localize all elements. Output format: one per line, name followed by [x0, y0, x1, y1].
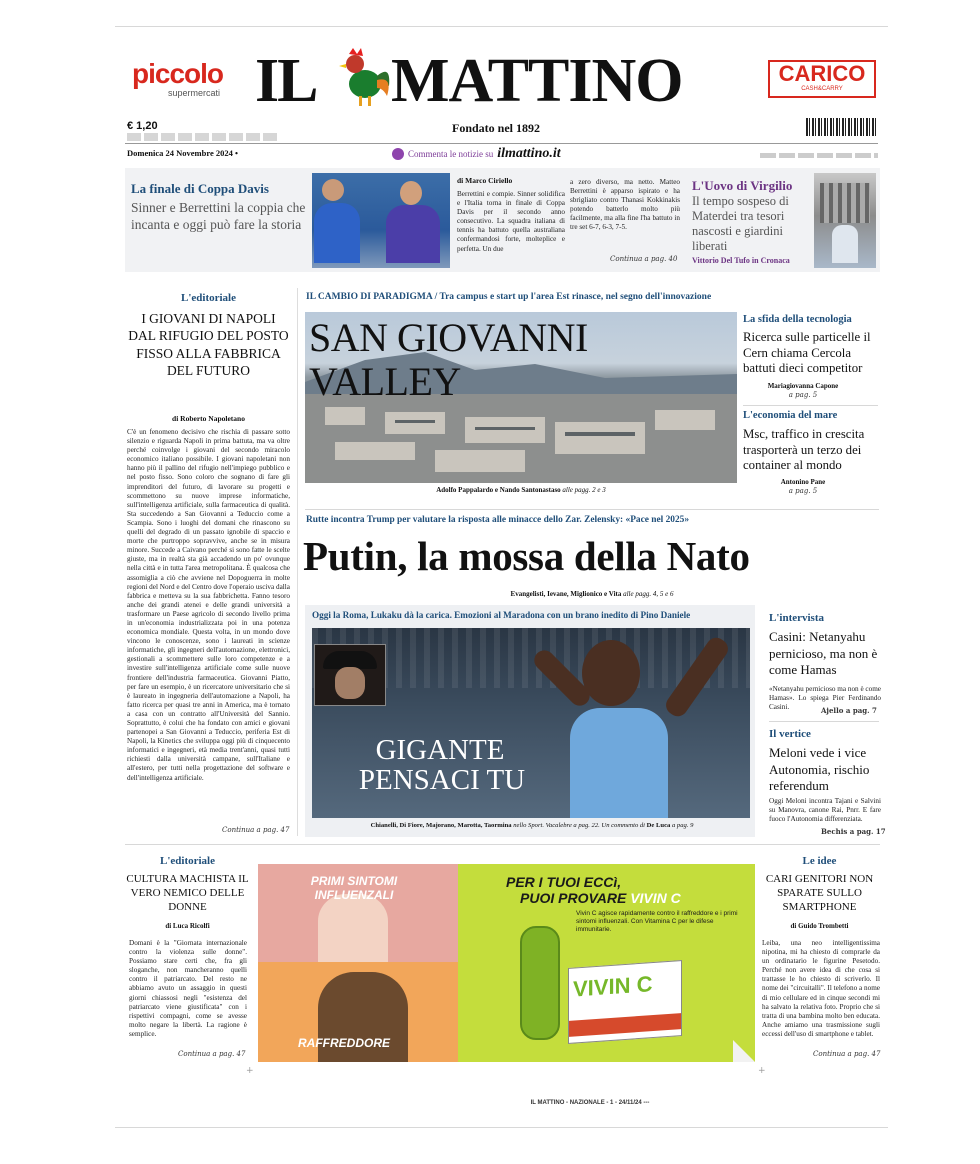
putin-byline [305, 590, 879, 598]
ad-headline-2b: VIVIN C [630, 890, 681, 906]
player-2 [400, 181, 422, 205]
daniele-inset [314, 644, 386, 706]
comment-line[interactable] [392, 145, 561, 163]
price-fineprint [127, 133, 277, 141]
sgv-kicker-text: / Tra campus e start up l'area Est rinasce, nel segno dell'innovazione [434, 292, 712, 302]
interview-author: Ajello a pag. 7 [821, 706, 877, 715]
bl-body: Domani è la "Giornata internazionale contro la violenza sulle donne". Possiamo stare certi che, fra gli sloganche, non mancheranno quelli contro il patriarcato. Del resto ne abbiamo avuto un assaggio in questi giorni chiassosi negli "esistenza del patriarcato viene giustificata" con i rispettivi compagni, come se avesse molto negare la libertà. La ragione è semplice. [129, 939, 247, 1038]
ad-text: Vivin C agisce rapidamente contro il raffreddore e i primi sintomi influenzali. Con Vitamina C per le difese immunitarie. [576, 910, 738, 933]
davis-headline[interactable]: Sinner e Berrettini la coppia che incanta e oggi può fare la storia [131, 200, 306, 232]
sgv-caption-page: alle pagg. 2 e 3 [562, 486, 606, 494]
column-divider [297, 288, 298, 836]
footer-line: IL MATTINO - NAZIONALE - 1 - 24/11/24 --- [530, 1100, 650, 1106]
ad-woman-1 [318, 894, 388, 962]
sport-caption-authors: Chianelli, Di Fiore, Majorano, Marotta, Taormina [370, 822, 512, 829]
side2-kicker: L'economia del mare [743, 410, 838, 421]
carico-sub: CASH&CARRY [801, 86, 843, 92]
br-continue: Continua a pag. 47 [813, 1050, 881, 1058]
sgv-caption-authors: Adolfo Pappalardo e Nando Santonastaso [436, 486, 561, 494]
vertice-headline[interactable]: Meloni vede i vice Autonomia, rischio referendum [769, 745, 870, 793]
player-jersey [570, 708, 668, 818]
br-headline[interactable]: CARI GENITORI NON SPARATE SULLO SMARTPHONE [765, 873, 874, 913]
virgilio-photo [814, 173, 876, 268]
interview-headline[interactable]: Casini: Netanyahu pernicioso, ma non è come Hamas [769, 629, 878, 677]
vertice-kicker: Il vertice [769, 728, 811, 740]
sgv-kicker [306, 292, 881, 302]
editorial-kicker: L'editoriale [181, 292, 236, 304]
bl-author: di Luca Ricolfi [165, 922, 210, 930]
carico-ad[interactable] [768, 60, 876, 98]
sport-headline-2[interactable]: PENSACI TU [358, 764, 526, 796]
ad-headline-2a: PUOI PROVARE [520, 890, 627, 906]
rooster-logo-icon [333, 46, 393, 108]
davis-photo [312, 173, 450, 268]
virgilio-author: Vittorio Del Tufo in Cronaca [692, 256, 790, 265]
davis-continue: Continua a pag. 40 [610, 255, 678, 263]
ad-headline-2 [520, 890, 681, 906]
putin-authors: Evangelisti, Ievane, Miglionico e Vita [510, 590, 622, 598]
sgv-caption [305, 486, 737, 494]
sport-kicker: Oggi la Roma, Lukaku dà la carica. Emozioni al Maradona con un brano inedito di Pino Daniele [312, 610, 691, 620]
davis-text-2: a zero diverso, ma netto. Matteo Berrettini è apparso ispirato e ha sbrigliato contro Thanasi Kokkinakis potendo batterlo molto più facilmente, ma alla fine l'ha battuto in tre set 6-7, 6-3, 7-5. [570, 178, 680, 232]
sgv-kicker-label: IL CAMBIO DI PARADIGMA [306, 292, 433, 302]
bl-headline[interactable]: CULTURA MACHISTA IL VERO NEMICO DELLE DONNE [126, 873, 249, 913]
davis-author: di Marco Ciriello [457, 176, 513, 185]
side1-headline[interactable]: Ricerca sulle particelle il Cern chiama Cercola battuti dieci competitor [743, 330, 871, 375]
ad-left-bottom-text: RAFFREDDORE [298, 1036, 390, 1050]
davis-kicker[interactable]: La finale di Coppa Davis [131, 181, 269, 196]
ad-left-top-text: PRIMI SINTOMI INFLUENZALI [310, 874, 398, 902]
putin-kicker: Rutte incontra Trump per valutare la risposta alle minacce dello Zar. Zelensky: «Pace nel 2025» [306, 515, 690, 525]
vertice-text: Oggi Meloni incontra Tajani e Salvini su Manovra, canone Rai, Pnrr. E fare fuoco l'Autonomia differenziata. [769, 797, 881, 824]
vertice-author: Bechis a pag. 17 [821, 827, 886, 836]
header-fineprint [760, 153, 878, 158]
ad-product-name: VIVIN C [573, 971, 653, 1002]
title-il: IL [255, 47, 317, 115]
player-head [582, 640, 640, 706]
ad-mascot [520, 926, 560, 1040]
editorial-body: C'è un fenomeno decisivo che rischia di passare sotto silenzio e riguarda Napoli in prima battuta, ma va oltre perché coinvolge i giovani del secondo miracolo economico italiano possibile. I giovani napoletani non hanno più il pallino del rifugio nell'impiego pubblico e nel posto fisso. Sono coloro che sognano di fare gli imprenditori del futuro, di lavorare su progetti e scommettono su nuove imprese informatiche, sull'intelligenza artificiale, sulla farmaceutica di qualità. Sta succedendo a San Giovanni a Teduccio come a Scampia. Sono i luoghi del domani che rinascono su quelli del degrado di un passato ignobile di spaccio e morte che purtroppo sopravvive, anche se in misura minore. Succede a Caivano perché si sono fatte le scelte giuste, ma in realtà sta già accadendo un po' ovunque nella città e in tutta l'area metropolitana. È qualcosa che assomiglia a ciò che avviene nel Dopoguerra in molte regioni del Nord e del Centro dove l'operaio usciva dalla fabbrica e metteva su la sua fabbrichetta. Fanno tesoro anche dei grandi atenei e delle grandi università a trasformare un Paese agricolo di secondo livello prima in un'economia industrializzata poi in una potenza economica mondiale. Questa volta, in un mondo dove vincono le conoscenze, sono i laureati in scienze informatiche, gli ingegneri dell'automazione, elettronici, gestionali a scommettere sulle loro competenze e a investire sull'intelligenza artificiale come sulle nuove frontiere dell'industria farmaceutica. Giovanni Piatto, per fare un esempio, è un ricercatore universitario che si è laureato in ingegneria dell'automazione a Napoli, ha fatto ricerca per quasi tre anni in America, ma è tornato a casa con un contratto all'Università del Sannio. Soprattutto, è colui che ha fondato con amici e giovani partenopei a San Giovanni a Teduccio, periferia Est di Napoli, la Kinetics che sviluppa oggi più di cinquecento informatici e ingegneri, età media trent'anni, quasi tutti richiesti dalla università campane, sull'Italiane e all'estero, per tutti nella progettazione del software e dell'intelligenza artificiale. [127, 428, 290, 782]
br-kicker: Le idee [802, 855, 837, 867]
player-1-body [314, 203, 360, 263]
piccolo-sub: supermercati [167, 88, 221, 98]
interview-kicker: L'intervista [769, 612, 824, 624]
bl-kicker: L'editoriale [160, 855, 215, 867]
title-mattino: MATTINO [391, 47, 683, 115]
davis-text-1: Berrettini e compie. Sinner solidifica e l'Italia torna in finale di Coppa Davis per il secondo anno consecutivo. La squadra italiana di tennis ha battuto quella australiana confermandosi forte, molteplice e perfetta. Un due [457, 190, 565, 253]
founded: Fondato nel 1892 [452, 121, 541, 135]
registration-mark-right: + [758, 1066, 766, 1076]
comment-icon [392, 148, 404, 160]
side1-page: a pag. 5 [788, 391, 818, 399]
barcode-icon [806, 118, 878, 136]
virgilio-kicker[interactable]: L'Uovo di Virgilio [692, 178, 793, 193]
br-author: di Guido Trombetti [790, 922, 849, 930]
comment-site[interactable]: ilmattino.it [497, 146, 561, 161]
side2-page: a pag. 5 [788, 487, 818, 495]
side2-headline[interactable]: Msc, traffico in crescita trasporterà un terzo dei container al mondo [743, 427, 865, 472]
player-1 [322, 179, 344, 201]
masthead-title [255, 44, 755, 114]
interview-text: «Netanyahu pernicioso ma non è come Hamas». Lo spiega Pier Ferdinando Casini. [769, 685, 881, 712]
ad-headline-1: PER I TUOI ECCì, [506, 874, 622, 890]
carico-brand: CARICO [778, 61, 866, 86]
ad-product-stripe [569, 1013, 681, 1037]
editorial-headline[interactable]: I GIOVANI DI NAPOLI DAL RIFUGIO DEL POSTO FISSO ALLA FABBRICA DEL FUTURO [128, 311, 289, 379]
vivinc-ad[interactable] [258, 864, 755, 1062]
comment-prefix: Commenta le notizie su [408, 149, 494, 159]
sport-headline-1[interactable]: GIGANTE [375, 734, 505, 766]
side2-author: Antonino Pane [780, 478, 826, 486]
side1-kicker: La sfida della tecnologia [743, 314, 852, 325]
ad-page-curl [733, 1040, 755, 1062]
putin-headline[interactable]: Putin, la mossa della Nato [303, 533, 750, 579]
virgilio-headline[interactable]: Il tempo sospeso di Materdei tra tesori nascosti e giardini liberati [692, 194, 789, 253]
editorial-author: di Roberto Napoletano [172, 414, 245, 423]
sport-caption-author2: De Luca [646, 822, 671, 829]
sport-caption [312, 822, 752, 829]
piccolo-brand: piccolo [132, 58, 224, 89]
ad-product-box [568, 960, 682, 1044]
price: € 1,20 [127, 120, 158, 132]
figure-shape [832, 225, 858, 263]
sgv-headline[interactable]: SAN GIOVANNI VALLEY [309, 315, 588, 404]
player-2-body [386, 205, 440, 263]
bl-continue: Continua a pag. 47 [178, 1050, 246, 1058]
editorial-continue: Continua a pag. 47 [222, 826, 290, 834]
registration-mark-left: + [246, 1066, 254, 1076]
building-shape [820, 183, 870, 223]
sport-caption-page: a pag. 9 [671, 822, 694, 829]
issue-date: Domenica 24 Novembre 2024 • [127, 148, 238, 158]
face-shape [335, 667, 365, 699]
br-body: Leiba, una neo intelligentissima nipotina, mi ha chiesto di comprarle da un ordinatario le figurine Pesetodo. Perché non avere idea di che cosa si trattasse le ho chiesto di scriverlo. Il nome dei "circuitalli". Il telefono a nome di mio cellulare ed in cinque secondi mi ha salvato la relativa foto. Proprio che si tratta di una bambina molto ben educata. Anche amiamo una trasmissione sugli eccessi dell'uso di smartphone e tablet. [762, 939, 880, 1038]
side1-author: Mariagiovanna Capone [767, 382, 839, 390]
sport-caption-mid: nello Sport. Vacalebre a pag. 22. Un commento di [513, 822, 646, 829]
piccolo-ad[interactable] [132, 60, 242, 100]
putin-pages: alle pagg. 4, 5 e 6 [623, 590, 674, 598]
